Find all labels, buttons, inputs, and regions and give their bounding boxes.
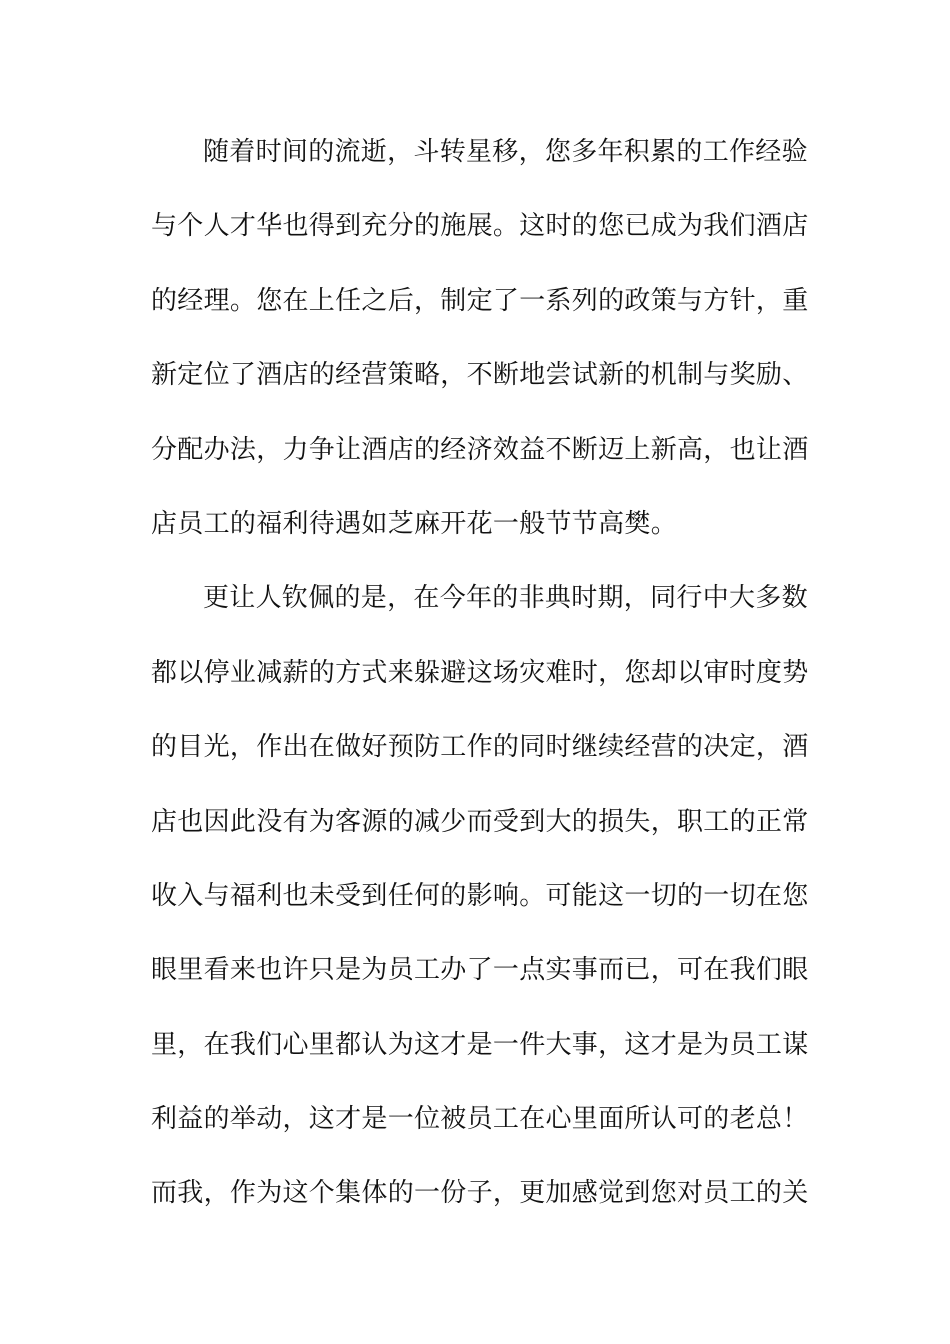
text-line: 与个人才华也得到充分的施展。这时的您已成为我们酒店 [151,211,809,242]
text-line: 利益的举动，这才是一位被员工在心里面所认可的老总！ [151,1104,809,1135]
text-line: 而我，作为这个集体的一份子，更加感觉到您对员工的关 [151,1178,809,1209]
text-line: 都以停业减薪的方式来躲避这场灾难时，您却以审时度势 [151,657,809,688]
text-line: 收入与福利也未受到任何的影响。可能这一切的一切在您 [151,880,809,911]
text-line: 随着时间的流逝，斗转星移，您多年积累的工作经验 [203,137,808,167]
paragraph [151,126,809,572]
text-line: 里，在我们心里都认为这才是一件大事，这才是为员工谋 [151,1029,809,1060]
document-body [151,126,809,1242]
paragraph [151,572,809,1242]
text-line: 分配办法，力争让酒店的经济效益不断迈上新高，也让酒 [151,434,809,465]
text-line: 的经理。您在上任之后，制定了一系列的政策与方针，重 [151,285,809,316]
text-line: 的目光，作出在做好预防工作的同时继续经营的决定，酒 [151,732,809,763]
text-line: 新定位了酒店的经营策略，不断地尝试新的机制与奖励、 [151,360,809,391]
text-line: 店员工的福利待遇如芝麻开花一般节节高樊。 [151,508,678,539]
text-line: 更让人钦佩的是，在今年的非典时期，同行中大多数 [203,583,808,614]
text-line: 眼里看来也许只是为员工办了一点实事而已，可在我们眼 [151,955,809,986]
text-line: 店也因此没有为客源的减少而受到大的损失，职工的正常 [151,806,809,837]
